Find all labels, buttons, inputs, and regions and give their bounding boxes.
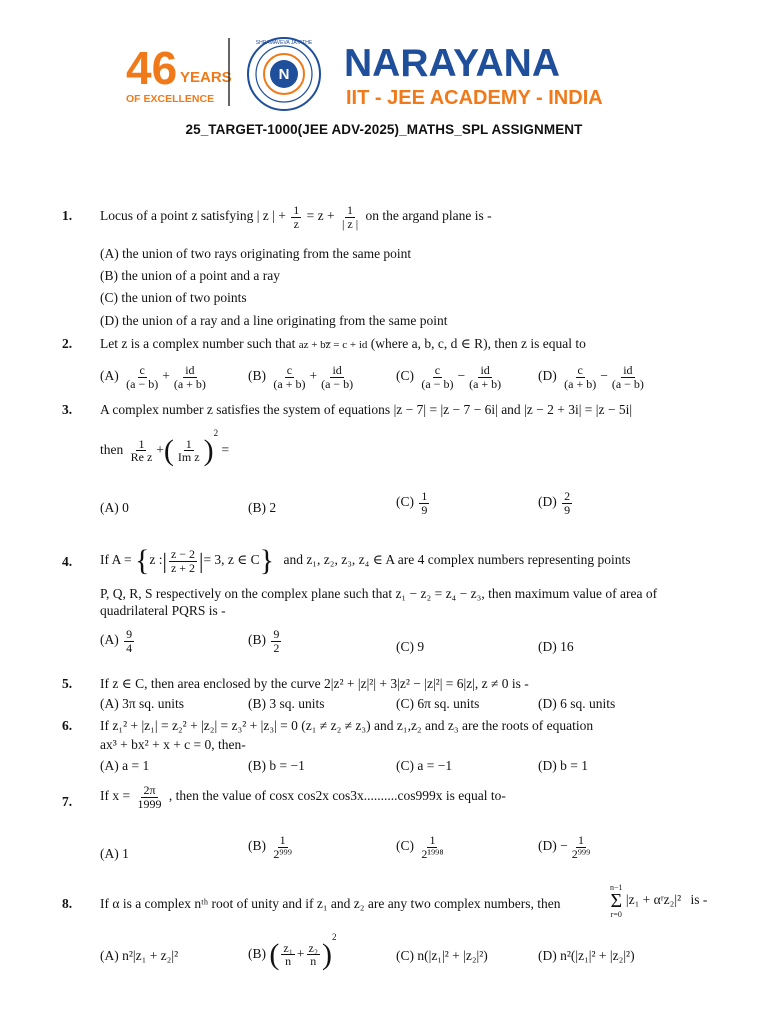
option-a[interactable]: (A) a = 1 — [100, 758, 150, 773]
question-number: 8. — [62, 896, 73, 911]
question-number: 3. — [62, 402, 73, 417]
option-c[interactable]: (C) $\frac{c}{(a - b)}$ − $\frac{id}{(a + b)}$ — [396, 363, 502, 391]
option-d[interactable]: (D) $\frac{c}{(a + b)}$ − $\frac{id}{(a - b)}$ — [538, 363, 644, 391]
assignment-title: 25_TARGET-1000(JEE ADV-2025)_MATHS_SPL ASSIGNMENT — [185, 122, 583, 137]
question-stem: A complex number z satisfies the system of equations |z − 7| = |z − 7 − 6i| and |z − 2 + 3i| = |z − 5i| — [100, 402, 633, 417]
question-number: 7. — [62, 794, 73, 809]
narayana-logo — [124, 36, 664, 112]
stem-text: Let z is a complex number such that — [100, 336, 296, 351]
option-b[interactable]: (B) b = −1 — [248, 758, 305, 773]
question-2 — [62, 336, 726, 398]
logo-academy: IIT - JEE ACADEMY - INDIA — [346, 87, 603, 109]
question-number: 5. — [62, 676, 73, 691]
option-b[interactable]: (B) the union of a point and a ray — [100, 268, 280, 283]
fraction: $\frac{1}{z}$ — [293, 203, 300, 231]
option-d[interactable]: (D) b = 1 — [538, 758, 588, 773]
option-b[interactable]: (B) $\frac{1}{\text{2⁹⁹⁹}}$ — [248, 833, 292, 861]
question-6 — [62, 718, 726, 776]
question-stem: If A = {z :| $\frac{z - 2}{z + 2}$ |= 3, z ∈ C} and z₁, z₂, z₃, z₄ ∈ A are 4 complex numbers representing points — [100, 544, 631, 577]
option-a[interactable]: (A) n²|z₁ + z₂|² — [100, 948, 179, 963]
logo-brand: NARAYANA — [344, 42, 561, 85]
option-a[interactable]: (A) the union of two rays originating from the same point — [100, 246, 412, 261]
summation-expression: n−1 Σ r=0 |z₁ + αʳz₂|² is - — [610, 883, 708, 919]
question-expression: then $\frac{1}{\text{Re z}}$ +( $\frac{1}{\text{Im z}}$ )$^2$ = — [100, 428, 230, 467]
option-a[interactable]: (A) 1 — [100, 846, 129, 861]
option-c[interactable]: (C) the union of two points — [100, 290, 247, 305]
math-expression — [256, 203, 366, 231]
math-part: = z + — [306, 208, 335, 224]
stem-text: Locus of a point z satisfying — [100, 208, 254, 224]
fraction: $\frac{1}{| z |}$ — [341, 203, 359, 231]
question-stem-line2: ax³ + bx² + x + c = 0, then- — [100, 737, 246, 752]
question-stem: If α is a complex nᵗʰ root of unity and if z₁ and z₂ are any two complex numbers, then — [100, 896, 561, 911]
question-3 — [62, 402, 726, 530]
question-stem-line2: P, Q, R, S respectively on the complex plane such that z₁ − z₂ = z₄ − z₃, then maximum value of area of — [100, 586, 658, 601]
question-5 — [62, 676, 726, 714]
question-number: 1. — [62, 208, 73, 223]
question-stem: If z ∈ C, then area enclosed by the curve 2|z² + |z|²| + 3|z² − |z|²| = 6|z|, z ≠ 0 is - — [100, 676, 529, 691]
option-b[interactable]: (B) $\frac{c}{(a + b)}$ + $\frac{id}{(a - b)}$ — [248, 363, 354, 391]
option-b[interactable]: (B) ( $\frac{\text{z₁}}{n}$ + $\frac{\text{z₂}}{n}$ )$^2$ — [248, 932, 337, 971]
logo-mark: N — [278, 66, 290, 83]
option-c[interactable]: (C) 6π sq. units — [396, 696, 480, 711]
stem-text: (where a, b, c, d ∈ R), then z is equal to — [370, 336, 586, 351]
option-b[interactable]: (B) $\frac{9}{2}$ — [248, 627, 280, 655]
option-c[interactable]: (C) $\frac{1}{9}$ — [396, 489, 428, 517]
option-c[interactable]: (C) n(|z₁|² + |z₂|²) — [396, 948, 488, 963]
option-c[interactable]: (C) 9 — [396, 639, 425, 654]
question-8 — [62, 884, 726, 980]
option-c[interactable]: (C) a = −1 — [396, 758, 453, 773]
logo-years-word: YEARS — [180, 69, 232, 86]
option-a[interactable]: (A) $\frac{c}{(a - b)}$ + $\frac{id}{(a + b)}$ — [100, 363, 206, 391]
question-stem: If z₁² + |z₁| = z₂² + |z₂| = z₃² + |z₃| = 0 (z₁ ≠ z₂ ≠ z₃) and z₁,z₂ and z₃ are the roots of equation — [100, 718, 594, 733]
math-expression: az + bz̅ = c + id — [298, 339, 368, 351]
logo-years-number: 46 — [126, 42, 178, 94]
option-d[interactable]: (D) $\frac{2}{9}$ — [538, 489, 571, 517]
question-4 — [62, 546, 726, 668]
option-d[interactable]: (D) the union of a ray and a line originating from the same point — [100, 313, 448, 328]
logo-excellence: OF EXCELLENCE — [126, 93, 215, 105]
option-b[interactable]: (B) 3 sq. units — [248, 696, 325, 711]
option-d[interactable]: (D) 16 — [538, 639, 574, 654]
option-b[interactable]: (B) 2 — [248, 500, 277, 515]
question-number: 4. — [62, 554, 73, 569]
question-stem — [100, 336, 586, 352]
question-1 — [62, 203, 726, 328]
question-7 — [62, 784, 726, 874]
option-d[interactable]: (D) 6 sq. units — [538, 696, 616, 711]
option-d[interactable]: (D) − $\frac{1}{\text{2⁹⁹⁹}}$ — [538, 833, 591, 861]
question-number: 6. — [62, 718, 73, 733]
math-part: | z | + — [256, 208, 286, 224]
option-a[interactable]: (A) 0 — [100, 500, 129, 515]
question-number: 2. — [62, 336, 73, 351]
question-stem-line3: quadrilateral PQRS is - — [100, 603, 226, 618]
logo-seal — [248, 38, 320, 110]
logo-seal-text: SHRAMAVEVA JAYATHE — [255, 40, 313, 46]
stem-text: on the argand plane is - — [365, 208, 492, 224]
question-stem — [100, 204, 492, 230]
option-a[interactable]: (A) $\frac{9}{4}$ — [100, 627, 133, 655]
option-c[interactable]: (C) $\frac{1}{\text{2¹⁹⁹⁸}}$ — [396, 833, 444, 861]
option-a[interactable]: (A) 3π sq. units — [100, 696, 185, 711]
question-stem: If x = $\frac{2\pi}{1999}$ , then the value of cosx cos2x cos3x..........cos999x is equal to- — [100, 783, 506, 811]
option-d[interactable]: (D) n²(|z₁|² + |z₂|²) — [538, 948, 635, 963]
